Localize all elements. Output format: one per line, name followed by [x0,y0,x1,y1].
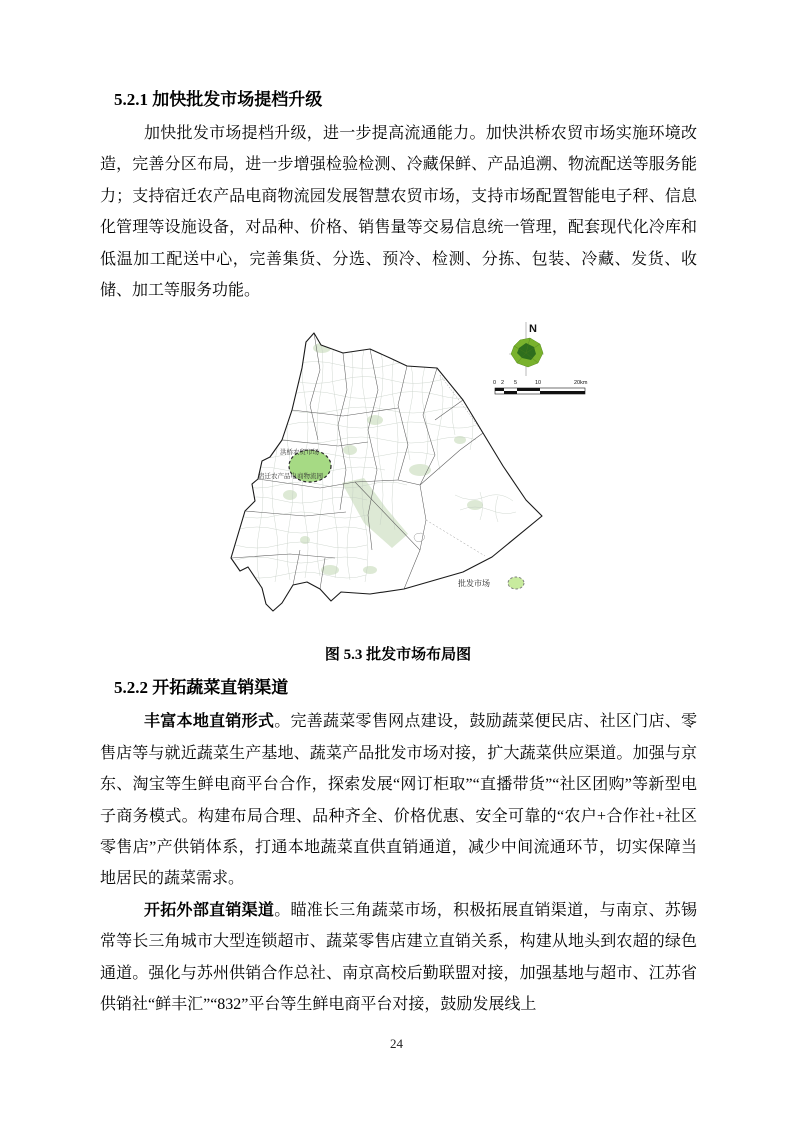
scale-tick-2: 2 [501,380,505,387]
legend-marker-icon [508,577,524,589]
county-outline [231,333,542,611]
paragraph-body-local: 。完善蔬菜零售网点建设，鼓励蔬菜便民店、社区门店、零售店等与就近蔬菜生产基地、蔬菜产品批发市场对接，扩大蔬菜供应渠道。加强与京东、淘宝等生鲜电商平台合作，探索发展“网订柜取”“直播带货”“社区团购”等新型电子商务模式。构建布局合理、品种齐全、价格优惠、安全可靠的“农户+合作社+社区零售店”产供销体系，打通本地蔬菜直供直销通道，减少中间流通环节，切实保障当地居民的蔬菜需求。 [100,713,697,888]
scale-tick-10: 10 [535,380,542,387]
market-marker-label-bottom: 宿迁农产品电商物流园 [258,473,323,481]
wholesale-market-map [230,320,592,635]
scale-bar [493,380,588,394]
paragraph-body-external: 。瞄准长三角蔬菜市场，积极拓展直销渠道，与南京、苏锡常等长三角城市大型连锁超市、蔬菜零售店建立直销关系，构建从地头到农超的绿色通道。强化与苏州供销合作总社、南京高校后勤联盟对接，加强基地与超市、江苏省供销社“鲜丰汇”“832”平台等生鲜电商平台对接，鼓励发展线上 [100,901,697,1014]
heading-5-2-1: 5.2.1 加快批发市场提档升级 [114,90,323,109]
paragraph-external-direct-sales [100,895,697,1021]
heading-5-2-2: 5.2.2 开拓蔬菜直销渠道 [114,678,289,698]
north-arrow [509,322,544,376]
paragraph-lead-local: 丰富本地直销形式 [144,713,275,731]
paragraph-lead-external: 开拓外部直销渠道 [144,901,275,919]
north-label: N [529,323,537,336]
village-boundaries [235,336,516,585]
legend-label: 批发市场 [458,579,490,589]
township-boundaries [231,333,483,589]
figure-caption: 图 5.3 批发市场布局图 [324,647,472,664]
scale-tick-5: 5 [514,380,518,387]
paragraph-5-2-1: 加快批发市场提档升级，进一步提高流通能力。加快洪桥农贸市场实施环境改造，完善分区布局，进一步增强检验检测、冷藏保鲜、产品追溯、物流配送等服务能力；支持宿迁农产品电商物流园发展智慧农贸市场，支持市场配置智能电子秤、信息化管理等设施设备，对品种、价格、销售量等交易信息统一管理，配套现代化冷库和低温加工配送中心，完善集货、分选、预冷、检测、分拣、包装、冷藏、发货、收储、加工等服务功能。 [100,125,697,300]
map-legend [458,577,524,589]
scale-tick-0: 0 [493,380,497,387]
paragraph-local-direct-sales [100,706,697,894]
market-marker-label-top: 洪桥农贸市场 [280,449,319,457]
scale-tick-20km: 20km [574,380,588,387]
page-number: 24 [390,1036,403,1051]
figure-map [230,320,592,640]
